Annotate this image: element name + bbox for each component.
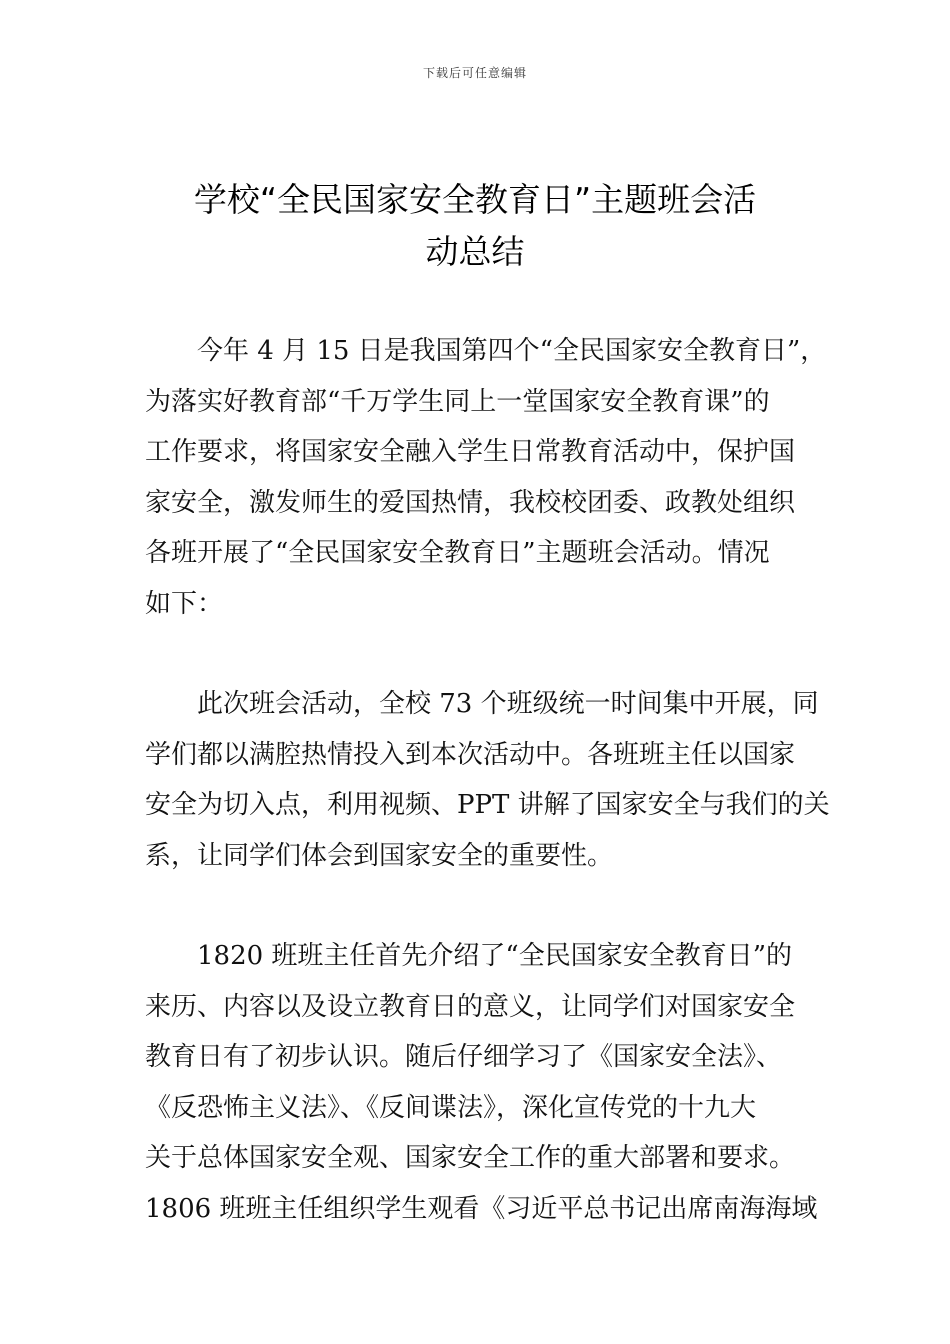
paragraph-2 [145, 679, 830, 881]
text-line: 系，让同学们体会到国家安全的重要性。 [145, 840, 614, 871]
text-line: 教育日有了初步认识。随后仔细学习了《国家安全法》、 [145, 1042, 783, 1072]
text-line: 各班开展了“全民国家安全教育日”主题班会活动。情况 [145, 538, 770, 568]
text-line: 工作要求，将国家安全融入学生日常教育活动中，保护国 [145, 437, 796, 467]
text-line: 此次班会活动，全校 73 个班级统一时间集中开展，同 [197, 689, 819, 719]
document-body [145, 326, 830, 1234]
title-line: 动总结 [425, 232, 525, 271]
text-line: 安全为切入点，利用视频、PPT 讲解了国家安全与我们的关 [145, 790, 830, 820]
text-line: 来历、内容以及设立教育日的意义，让同学们对国家安全 [145, 991, 796, 1022]
paragraph-1 [145, 326, 827, 629]
text-line: 今年 4 月 15 日是我国第四个“全民国家安全教育日”， [197, 336, 827, 366]
text-line: 《反恐怖主义法》、《反间谍法》，深化宣传党的十九大 [145, 1092, 757, 1123]
text-line: 1806 班班主任组织学生观看《习近平总书记出席南海海域 [145, 1193, 818, 1224]
text-line: 家安全，激发师生的爱国热情，我校校团委、政教处组织 [145, 487, 796, 518]
document-title [145, 174, 805, 278]
text-line: 1820 班班主任首先介绍了“全民国家安全教育日”的 [197, 941, 793, 971]
title-line: 学校“全民国家安全教育日”主题班会活 [193, 180, 757, 219]
header-note: 下载后可任意编辑 [422, 66, 527, 80]
text-line: 关于总体国家安全观、国家安全工作的重大部署和要求。 [145, 1143, 796, 1173]
paragraph-3 [145, 931, 818, 1234]
text-line: 为落实好教育部“千万学生同上一堂国家安全教育课”的 [145, 386, 770, 417]
text-line: 如下： [145, 588, 224, 619]
text-line: 学们都以满腔热情投入到本次活动中。各班班主任以国家 [145, 739, 796, 770]
